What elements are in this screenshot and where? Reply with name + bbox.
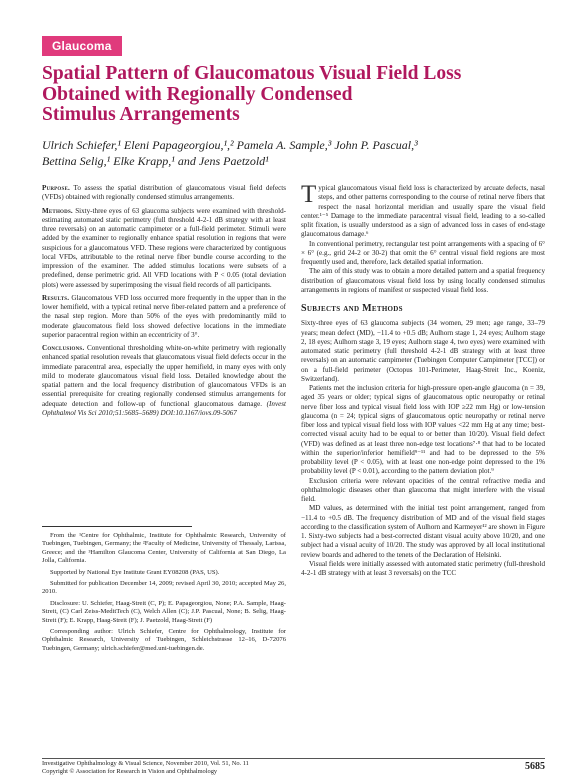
abstract-text: Glaucomatous VFD loss occurred more frequently in the upper than in the lower hemifield, with a typical retinal nerve fiber-related pattern and a preference of the nasal step region. More than 50% of the eyes with predominantly mild to moderate glaucomatous field loss showed defective locations in the immediate superior paracentral region within an eccentricity of 3°. <box>42 293 286 339</box>
page-number: 5685 <box>525 761 545 772</box>
intro-paragraph <box>301 181 545 240</box>
intro-paragraph: The aim of this study was to obtain a more detailed pattern and a spatial frequency distribution of glaucomatous visual field loss by using locally condensed stimulus arrangements in regions of manifest or suspected visual field loss. <box>301 267 545 294</box>
right-column <box>301 181 545 578</box>
methods-paragraph: Sixty-three eyes of 63 glaucoma subjects (34 women, 29 men; age range, 33–79 years; mean defect (MD), −11.4 to +0.5 dB; Aulhorn stage 1, 24 eyes; Aulhorn stage 2, 18 eyes; Aulhorn stage 3, 19 eyes; Aulhorn stage 4, two eyes) were examined with automated static perimetry (full threshold 4-2-1 dB strategy with at least three reversals) on an automatic campimeter (Tuebingen Computer Campimeter [TCC]) or on a full-field perimeter (Octopus 101-Perimeter, Haag-Streit Inc., Koeniz, Switzerland). <box>301 319 545 383</box>
methods-section <box>301 319 545 578</box>
footnote-submission: Submitted for publication December 14, 2009; revised April 30, 2010; accepted May 26, 2010. <box>42 580 286 596</box>
abstract-label: Methods. <box>42 206 73 215</box>
footnote-corresponding: Corresponding author: Ulrich Schiefer, Centre for Ophthalmology, Institute for Ophthalmic Research, University of Tuebingen, Schleichstrasse 12–16, D-72076 Tuebingen, Germany; ulrich.schiefer@med.uni-tuebingen.de. <box>42 628 286 652</box>
title-line: Stimulus Arrangements <box>42 104 240 125</box>
methods-paragraph: Exclusion criteria were relevant opacities of the central refractive media and ophthalmologic diseases other than glaucoma that might interfere with the visual field. <box>301 476 545 503</box>
abstract-text: Sixty-three eyes of 63 glaucoma subjects were examined with threshold-estimating automated static perimetry (full threshold 4-2-1 dB strategy with at least three reversals) on an automatic campimeter or a full-field perimeter. Stimuli were added by the examiner to regionally enhance spatial resolution in regions that were suspicious for a glaucomatous VFD. These regions were characterized by contiguous local VFDs, attributable to the retinal nerve fiber bundle course according to the impression of the examiner. The added stimulus locations were subsets of a predefined, dense perimetric grid. All VFD locations with P < 0.05 (total deviation plots) were assessed by superimposing the visual field records of all participants. <box>42 206 286 289</box>
title-line: Obtained with Regionally Condensed <box>42 83 353 105</box>
authors-line: Bettina Selig,¹ Elke Krapp,¹ and Jens Paetzold¹ <box>42 154 269 168</box>
intro-text: ypical glaucomatous visual field loss is characterized by arcuate defects, nasal steps, and other patterns corresponding to the course of retinal nerve fibers that respect the nasal horizontal meridian and usually spare the visual field center.¹⁻⁵ Damage to the immediate paracentral visual field, leading to a so-called split fixation, is usually understood as a sign of advanced loss in cases of end-stage glaucomatous damage.⁶ <box>301 184 545 239</box>
methods-paragraph: MD values, as determined with the initial test point arrangement, ranged from −11.4 to +0.5 dB. The frequency distribution of MD and of the visual field stages according to the classification system of Aulhorn and Karmeyer¹² are shown in Figure 1. Sixty-two subjects had a best-corrected distant visual acuity above 10/20, and one subject had a visual acuity of 10/20. The study was approved by all local institutional review boards and adhered to the tenets of the Declaration of Helsinki. <box>301 504 545 559</box>
methods-paragraph: Patients met the inclusion criteria for high-pressure open-angle glaucoma (n = 39, aged 35 years or older; typical signs of glaucomatous optic neuropathy or retinal nerve fiber loss and typical visual field loss with IOP ≥22 mm Hg) or low-tension glaucoma (n = 24; typical signs of glaucomatous optic neuropathy or retinal nerve fiber loss and typical visual field loss with IOP values <22 mm Hg at any time; best-corrected visual acuity had to be equal to or better than 10/20). Visual field defect (VFD) was defined as at least three non-edge test locations⁷·⁸ that had to be located within the superior/inferior hemifield⁹⁻¹¹ and had to be depressed to the 5% probability level (P < 0.05), with at least one non-edge point depressed to the 1% probability level (P < 0.01), according to the pattern deviation plot.⁹ <box>301 384 545 476</box>
abstract-citation: (Invest Ophthalmol Vis Sci 2010;51:5685–5689) DOI:10.1167/iovs.09-5067 <box>42 399 286 417</box>
authors-line: Ulrich Schiefer,¹ Eleni Papageorgiou,¹,² Pamela A. Sample,³ John P. Pascual,³ <box>42 138 418 152</box>
introduction <box>301 181 545 295</box>
author-list <box>42 137 512 169</box>
footnote-affiliations: From the ¹Centre for Ophthalmic, Institute for Ophthalmic Research, University of Tuebingen, Tuebingen, Germany; the ²Faculty of Medicine, University of Thessaly, Larissa, Greece; and the ³Hamilton Glaucoma Center, University of California at San Diego, La Jolla, California. <box>42 532 286 565</box>
footnote-divider <box>42 526 192 527</box>
abstract-purpose <box>42 184 286 203</box>
abstract-label: Results. <box>42 293 70 302</box>
abstract-methods <box>42 207 286 290</box>
footer-rule <box>42 758 545 759</box>
footnote-support: Supported by National Eye Institute Grant EY08208 (PAS, US). <box>50 568 220 576</box>
abstract-label: Purpose. <box>42 184 70 192</box>
article-title <box>42 64 512 126</box>
abstract-results <box>42 294 286 340</box>
section-heading: Subjects and Methods <box>301 303 403 314</box>
drop-cap: T <box>301 181 317 208</box>
title-line: Spatial Pattern of Glaucomatous Visual Field Loss <box>42 63 462 84</box>
methods-paragraph: Visual fields were initially assessed with automated static perimetry (full-threshold 4-2-1 dB strategy with at least 3 reversals) on the TCC <box>301 559 545 577</box>
section-tag: Glaucoma <box>42 36 122 56</box>
footnote-disclosure: Disclosure: U. Schiefer, Haag-Streit (C, P); E. Papageorgiou, None; P.A. Sample, Haag-Streit, (C) Carl Zeiss-MeditTech (C), Welch Allen (C); J.P. Pascual, None; B. Selig, Haag-Streit (F); E. Krapp, Haag-Streit (F); J. Paetzold, Haag-Streit (F) <box>42 599 286 624</box>
copyright: Copyright © Association for Research in Vision and Ophthalmology <box>42 768 218 775</box>
abstract-label: Conclusions. <box>42 344 85 352</box>
abstract <box>42 184 286 422</box>
footnotes <box>42 532 286 656</box>
journal-footer <box>42 760 249 776</box>
abstract-text: To assess the spatial distribution of glaucomatous visual field defects (VFDs) obtained with regionally condensed stimulus arrangements. <box>42 184 286 202</box>
intro-paragraph: In conventional perimetry, rectangular test point arrangements with a spacing of 6° × 6° (e.g., grid 24-2 or 30-2) that omit the 6° central visual field regions are most frequently used and, therefore, lack detailed spatial information. <box>301 239 545 266</box>
abstract-conclusions <box>42 344 286 418</box>
journal-citation: Investigative Ophthalmology & Visual Science, November 2010, Vol. 51, No. 11 <box>42 760 249 767</box>
abstract-text: Conventional thresholding white-on-white perimetry with regionally enhanced spatial resolution reveals that glaucomatous visual field defects occur in the immediate paracentral area, especially the upper hemifield, in many eyes with only mild to moderate glaucomatous visual field loss. Detailed knowledge about the spatial pattern and the local frequency distribution of glaucomatous VFDs is an essential prerequisite for creating regionally condensed stimulus arrangements for adequate detection and follow-up of functional glaucomatous damage. <box>42 344 286 408</box>
